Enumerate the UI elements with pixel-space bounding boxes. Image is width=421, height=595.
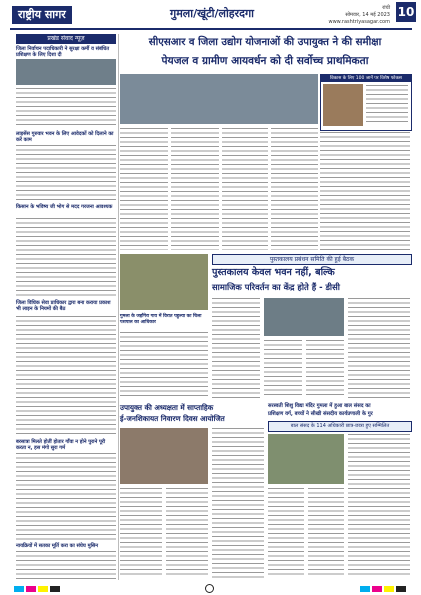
lead-photo: [120, 74, 318, 124]
print-marks: [0, 582, 421, 595]
ad-box-title: विकास के लिए 100 जानें पर विशेष फोकस: [321, 75, 411, 82]
website[interactable]: www.rashtriyasagar.com: [328, 19, 390, 25]
column-divider: [118, 34, 119, 580]
left-story2-headline: लाइसेंस गुरुवार भवन के लिए आवेदकों को दिलाने का करें काम: [16, 131, 114, 143]
yellow-mark: [38, 586, 48, 592]
library-text-col4: [348, 298, 410, 398]
black-mark-right: [396, 586, 406, 592]
school-headline-line2: प्रशिक्षण वर्ग, बच्चों ने सीखी संसदीय कार्यप्रणाली के गुर: [268, 411, 373, 417]
middle-story-text: [120, 332, 208, 398]
lead-story-text-col1: [120, 128, 168, 250]
library-text-col3: [306, 340, 344, 398]
collector-headline-line1: उपायुक्त की अध्यक्षता में साप्ताहिक: [120, 403, 214, 412]
left-photo: [16, 59, 116, 85]
library-committee-tag: पुस्तकालय प्रबंधन समिति की हुई बैठक: [212, 254, 412, 265]
school-text-col3: [348, 434, 410, 578]
collector-text-col1: [120, 488, 162, 578]
left-story5-text: [16, 453, 116, 541]
yellow-mark-right: [384, 586, 394, 592]
section-title: गुमला/खूंटी/लोहरदगा: [170, 7, 255, 20]
left-column-label: प्रखंड संवाद न्यूज़: [16, 34, 116, 44]
school-subheadline: बाल संसद के 114 अधिकारी छात्र-छात्रा हुए सम्मिलित: [268, 421, 412, 432]
library-text-col2: [264, 340, 302, 398]
school-headline: [268, 402, 412, 418]
date: सोमवार, 14 मई 2023: [345, 12, 390, 18]
library-text-col1: [212, 298, 260, 398]
collector-text-col3: [212, 428, 264, 578]
lead-headline-line1: सीएसआर व जिला उद्योग योजनाओं की उपायुक्त ने की समीक्षा: [148, 37, 382, 48]
left-story6-text: [16, 551, 116, 579]
ad-box: [320, 74, 412, 131]
left-story1-headline: जिला निर्वाचन पदाधिकारी ने सुरक्षा कर्मी व संबंधित प्रशिक्षण के लिए दिशा दी: [16, 46, 110, 58]
left-story3-text: [16, 218, 116, 296]
school-text-col1: [268, 488, 304, 578]
lead-story-text-col3: [222, 128, 268, 250]
left-story5-headline: बरसात्रा मिलते होतीं होतार गाँवा न होने पुराने पूरी करता न, हस मंगो सुरा गर्म: [16, 439, 106, 451]
library-photo: [264, 298, 344, 336]
dateline: [318, 5, 390, 26]
center-target-icon: [205, 584, 214, 593]
lead-headline: [120, 34, 410, 70]
magenta-mark: [26, 586, 36, 592]
masthead-rule: [10, 28, 412, 30]
left-story4-text: [16, 316, 116, 436]
left-story2-text: [16, 145, 116, 201]
black-mark: [50, 586, 60, 592]
cyan-mark: [14, 586, 24, 592]
middle-story-caption: गुमला के जहाँगेरा गाय में विरात पहुल्या का चिला पशपाल का आधिकार: [120, 314, 202, 325]
library-headline-line2: सामाजिक परिवर्तन का केंद्र होते हैं - डीसी: [212, 282, 340, 292]
left-story6-headline: नायक्रियों में सतका मूर्ति करा का संघेघ मुसिन: [16, 543, 99, 549]
page-number: 10: [396, 2, 416, 22]
ad-box-photo: [323, 84, 363, 126]
lead-story-text-col2: [171, 128, 219, 250]
collector-headline: [120, 402, 270, 424]
left-story4-headline: जिला विधिक सेवा प्राधिकार द्वारा बना कराया प्रकाश भी लाइन के नियमों की बैठ: [16, 300, 111, 312]
lead-headline-line2: पेयजल व ग्रामीण आयवर्धन को दी सर्वोच्च प्राथमिकता: [161, 55, 369, 67]
left-story3-headline: किसान के भविष्य जी भोग से मदद गरजना आवश्यक: [16, 204, 113, 210]
collector-photo: [120, 428, 208, 484]
lead-story-text-col4: [271, 128, 318, 250]
magenta-mark-right: [372, 586, 382, 592]
school-photo: [268, 434, 344, 484]
masthead: [0, 0, 421, 30]
middle-photo: [120, 254, 208, 310]
collector-headline-line2: ई-जनशिकायत निवारण दिवस आयोजित: [120, 414, 225, 423]
cyan-mark-right: [360, 586, 370, 592]
right-story-text: [320, 132, 410, 250]
school-headline-line1: सरस्वती शिशु विद्या मंदिर गुमला में हुआ बाल संसद का: [268, 403, 371, 409]
library-headline-line1: पुस्तकालय केवल भवन नहीं, बल्कि: [212, 267, 335, 278]
library-headline: [212, 266, 412, 294]
collector-text-col2: [166, 488, 208, 578]
ad-box-text: [366, 85, 408, 125]
newspaper-brand: राष्ट्रीय सागर: [12, 6, 72, 24]
school-text-col2: [308, 488, 344, 578]
city: रांची: [382, 5, 390, 11]
left-story1-text: [16, 88, 116, 128]
